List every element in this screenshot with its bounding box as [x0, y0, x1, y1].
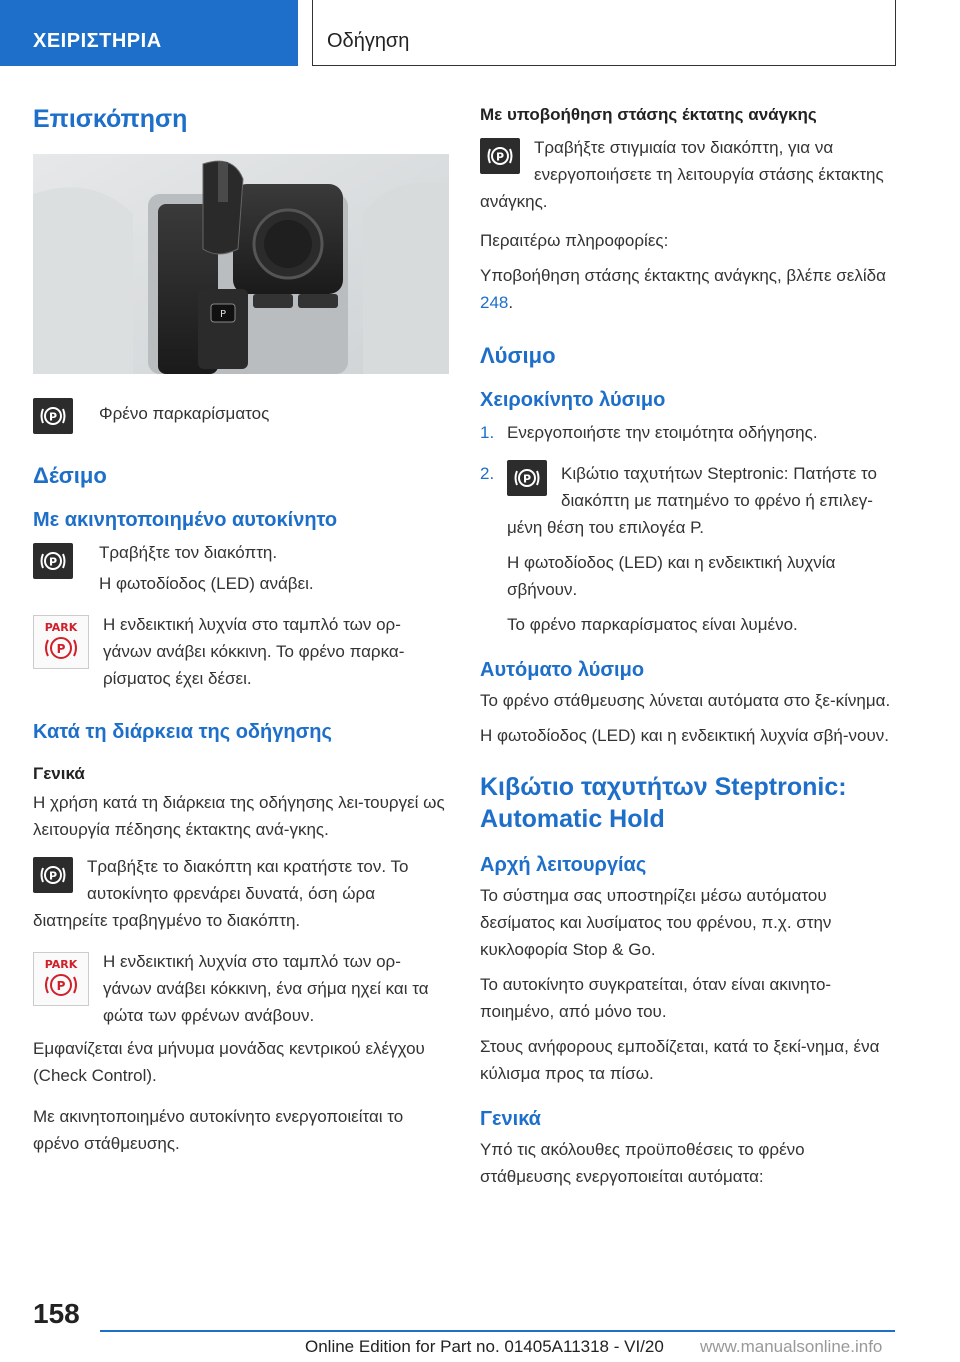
parking-brake-switch-icon [507, 460, 547, 496]
step-1 [480, 419, 900, 446]
step-number: 1. [480, 422, 495, 442]
auto-release-text-2: Η φωτοδίοδος (LED) και η ενδεικτική λυχνία σβή‐νουν. [480, 725, 889, 745]
watermark-text: www.manualsonline.info [700, 1337, 883, 1356]
more-info-text: Περαιτέρω πληροφορίες: [480, 231, 669, 251]
manual-release-heading: Χειροκίνητο λύσιμο [480, 388, 666, 411]
general-text: Η χρήση κατά τη διάρκεια της οδήγησης λει‐τουργεί ως λειτουργία πέδησης έκτακτης ανά‐γκης. [33, 792, 445, 839]
photo-caption-block [33, 394, 449, 438]
step-text: Ενεργοποιήστε την ετοιμότητα οδήγησης. [507, 422, 818, 442]
park-indicator-text-1: Η ενδεικτική λυχνία στο ταμπλό των ορ‐γάνων ανάβει κόκκινη. Το φρένο παρκα‐ρίσματος έχει δέσει. [103, 614, 405, 688]
svg-text:P: P [48, 410, 58, 424]
principle-text-3: Στους ανήφορους εμποδίζεται, κατά το ξεκί‐νημα, ένα κύλισμα προς τα πίσω. [480, 1036, 880, 1083]
park-indicator-text-2: Η ενδεικτική λυχνία στο ταμπλό των ορ‐γάνων ανάβει κόκκινη, ένα σήμα ηχεί και τα φώτα των φρένων ανάβουν. [103, 951, 429, 1025]
parking-brake-switch-icon [480, 138, 520, 174]
park-indicator-label: PARK [44, 957, 78, 971]
svg-text:P: P [56, 978, 66, 993]
parking-brake-switch-icon [33, 398, 73, 434]
parking-brake-switch-icon [33, 543, 73, 579]
park-indicator-block-2 [33, 948, 449, 1029]
hold-text: Τραβήξτε το διακόπτη και κρατήστε τον. Το αυτοκίνητο φρενάρει δυνατά, όση ώρα διατηρείτε τραβηγμένο το διακόπτη. [33, 856, 409, 930]
principle-heading: Αρχή λειτουργίας [480, 853, 647, 876]
general-heading: Γενικά [33, 763, 85, 783]
steptronic-heading: Κιβώτιο ταχυτήτων Steptronic: Automatic Hold [480, 772, 847, 833]
right-column [480, 100, 900, 1190]
step-text: Κιβώτιο ταχυτήτων Steptronic: Πατήστε το διακόπτη με πατημένο το φρένο ή επιλεγ‐μένη θέση του επιλογέα P. [507, 463, 877, 537]
emergency-text: Τραβήξτε στιγμιαία τον διακόπτη, για να ενεργοποιήσετε τη λειτουργία στάσης έκτακτης ανάγκης. [480, 138, 884, 212]
section-tab: ΧΕΙΡΙΣΤΗΡΙΑ [0, 0, 298, 66]
park-indicator-label: PARK [44, 620, 78, 634]
park-indicator-icon [33, 952, 89, 1006]
auto-release-heading: Αυτόματο λύσιμο [480, 658, 645, 681]
park-indicator-block-1 [33, 611, 449, 692]
photo-caption: Φρένο παρκαρίσματος [99, 404, 270, 423]
parking-brake-switch-icon [33, 857, 73, 893]
svg-text:P: P [522, 472, 532, 486]
assist-reference: Υποβοήθηση στάσης έκτακτης ανάγκης, βλέπε σελίδα 248. [480, 266, 886, 313]
chapter-title: Οδήγηση [312, 0, 896, 66]
svg-text:P: P [495, 150, 505, 164]
page-header [0, 0, 960, 66]
emergency-block [480, 134, 900, 215]
general2-heading: Γενικά [480, 1107, 541, 1130]
stationary-final-text: Με ακινητοποιημένο αυτοκίνητο ενεργοποιείται το φρένο στάθμευσης. [33, 1106, 404, 1153]
svg-text:P: P [56, 641, 66, 656]
step-number: 2. [480, 463, 495, 483]
svg-text:P: P [219, 309, 227, 320]
apply-heading: Δέσιμο [33, 463, 107, 488]
stationary-text-2: Η φωτοδίοδος (LED) ανάβει. [99, 573, 314, 593]
principle-text-2: Το αυτοκίνητο συγκρατείται, όταν είναι ακινητο‐ποιημένο, από μόνο του. [480, 974, 832, 1021]
stationary-block [33, 539, 449, 597]
auto-release-text-1: Το φρένο στάθμευσης λύνεται αυτόματα στο ξε‐κίνημα. [480, 690, 891, 710]
left-column [33, 100, 449, 1157]
check-control-text: Εμφανίζεται ένα μήνυμα μονάδας κεντρικού ελέγχου (Check Control). [33, 1038, 425, 1085]
edition-text: Online Edition for Part no. 01405A11318 - VI/20 [305, 1337, 664, 1356]
assist-page-link[interactable]: 248 [480, 293, 509, 313]
overview-heading: Επισκόπηση [33, 105, 188, 133]
footer-rule [100, 1330, 895, 1332]
general2-text: Υπό τις ακόλουθες προϋποθέσεις το φρένο στάθμευσης ενεργοποιείται αυτόματα: [480, 1139, 805, 1186]
stationary-heading: Με ακινητοποιημένο αυτοκίνητο [33, 508, 338, 531]
step-2-note-1: Η φωτοδίοδος (LED) και η ενδεικτική λυχνία σβήνουν. [507, 552, 836, 599]
principle-text-1: Το σύστημα σας υποστηρίζει μέσω αυτόματου δεσίματος και λυσίματος του φρένου, π.χ. στην κυκλοφορία Stop & Go. [480, 885, 832, 959]
svg-text:P: P [48, 555, 58, 568]
step-2 [480, 460, 900, 638]
release-heading: Λύσιμο [480, 343, 556, 369]
park-indicator-icon [33, 615, 89, 669]
step-2-note-2: Το φρένο παρκαρίσματος είναι λυμένο. [507, 614, 798, 634]
parking-brake-console-photo [33, 154, 449, 374]
assist-reference-text: Υποβοήθηση στάσης έκτακτης ανάγκης, βλέπε σελίδα [480, 266, 886, 286]
emergency-heading: Με υποβοήθηση στάσης έκτατης ανάγκης [480, 105, 817, 124]
stationary-text-1: Τραβήξτε τον διακόπτη. [99, 542, 278, 562]
manual-release-steps [480, 419, 900, 638]
while-driving-heading: Κατά τη διάρκεια της οδήγησης [33, 720, 332, 743]
hold-block [33, 853, 449, 934]
svg-text:P: P [48, 869, 58, 883]
page-number: 158 [33, 1298, 80, 1329]
